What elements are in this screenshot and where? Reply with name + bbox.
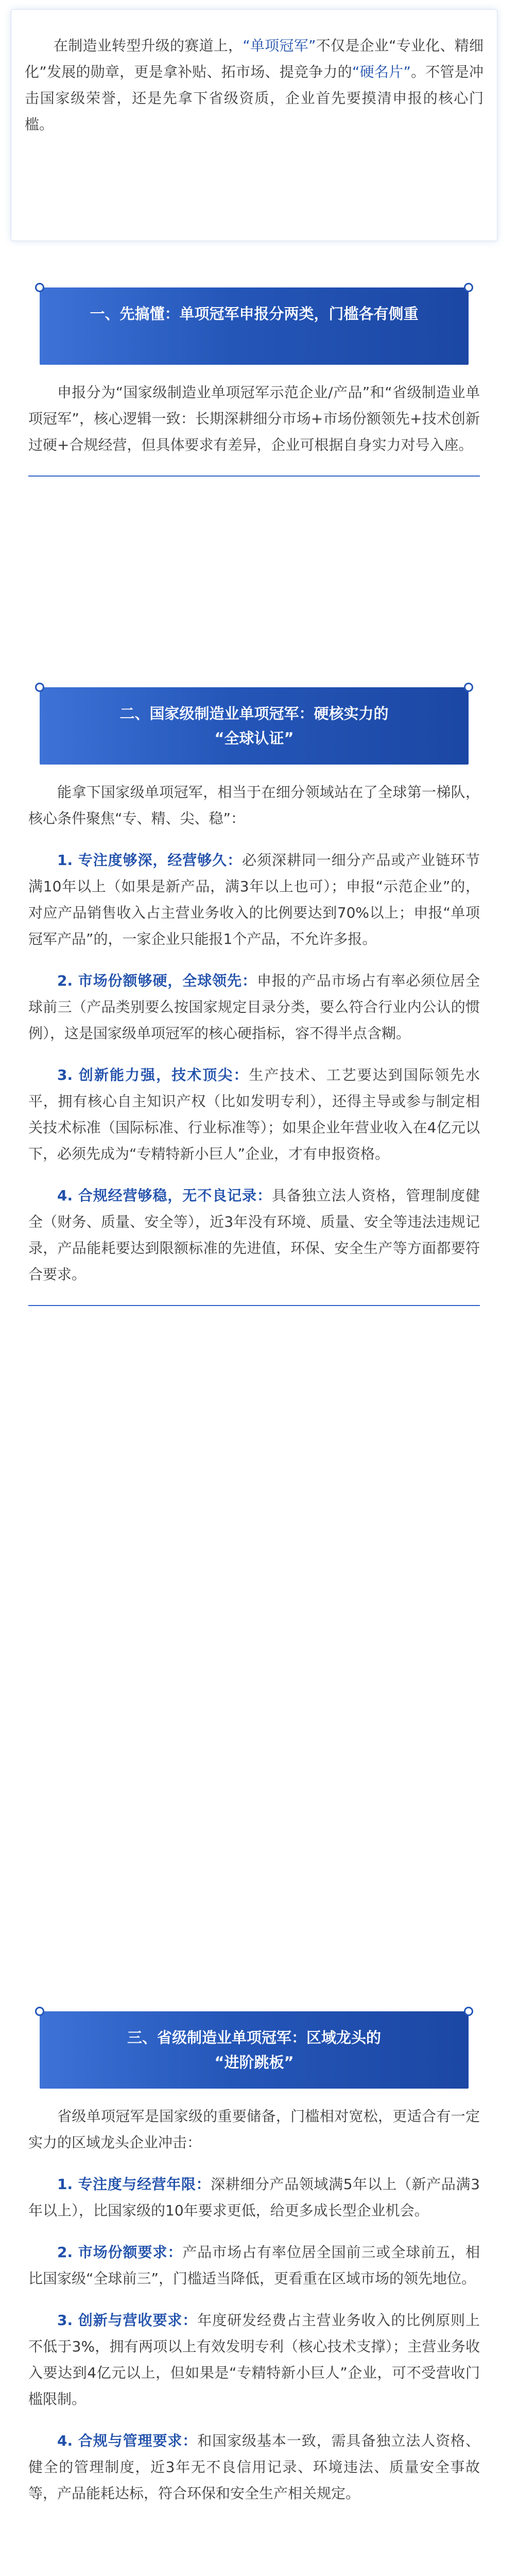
divider (28, 476, 480, 477)
section-3-title-ribbon: “进阶跳板” (214, 2054, 294, 2071)
section-1-title: 一、先搞懂：单项冠军申报分两类，门槛各有侧重 (40, 287, 469, 365)
section-3-title: 三、省级制造业单项冠军：区域龙头的 “进阶跳板” (40, 2011, 469, 2089)
section-3-lead: 省级单项冠军是国家级的重要储备，门槛相对宽松，更适合有一定实力的区域龙头企业冲击： (28, 2108, 480, 2151)
section-2-title: 二、国家级制造业单项冠军：硬核实力的 “全球认证” (40, 687, 469, 765)
section-3 (11, 1989, 497, 2506)
section-3-item-1: 1. 专注度与经营年限：深耕细分产品领域满5年以上（新产品满3年以上），比国家级的10年要求更低，给更多成长型企业机会。 (28, 2176, 480, 2219)
section-2-item-2: 2. 市场份额够硬，全球领先：申报的产品市场占有率必须位居全球前三（产品类别要么按国家规定目录分类，要么符合行业内公认的惯例），这是国家级单项冠军的核心硬指标，容不得半点含糊。 (28, 972, 480, 1042)
section-1 (11, 242, 497, 477)
section-3-item-3: 3. 创新与营收要求：年度研发经费占主营业务收入的比例原则上不低于3%，拥有两项以上有效发明专利（核心技术支撑）；主营业务收入要达到4亿元以上，但如果是“专精特新小巨人”企业，可不受营收门槛限制。 (28, 2312, 480, 2408)
section-2-item-4: 4. 合规经营够稳，无不良记录：具备独立法人资格，管理制度健全（财务、质量、安全等），近3年没有环境、质量、安全等违法违规记录，产品能耗要达到限额标准的先进值，环保、安全生产等方面都要符合要求。 (28, 1187, 480, 1283)
divider (28, 1305, 480, 1306)
section-2-item-3: 3. 创新能力强，技术顶尖：生产技术、工艺要达到国际领先水平，拥有核心自主知识产权（比如发明专利），还得主导或参与制定相关技术标准（国际标准、行业标准等）；如果企业年营业收入在4亿元以下，必须先成为“专精特新小巨人”企业，才有申报资格。 (28, 1066, 480, 1162)
section-3-item-2: 2. 市场份额要求：产品市场占有率位居全国前三或全球前五，相比国家级“全球前三”，门槛适当降低，更看重在区域市场的领先地位。 (28, 2244, 480, 2287)
intro-paragraph: 在制造业转型升级的赛道上，“单项冠军”不仅是企业“专业化、精细化”发展的勋章，更是拿补贴、拓市场、提竞争力的“硬名片”。不管是冲击国家级荣誉，还是先拿下省级资质，企业首先要摸清申报的核心门槛。 (25, 37, 484, 133)
section-3-item-4: 4. 合规与管理要求：和国家级基本一致，需具备独立法人资格、健全的管理制度，近3年无不良信用记录、环境违法、质量安全事故等，产品能耗达标，符合环保和安全生产相关规定。 (28, 2432, 480, 2502)
section-1-paragraph: 申报分为“国家级制造业单项冠军示范企业/产品”和“省级制造业单项冠军”，核心逻辑一致：长期深耕细分市场+市场份额领先+技术创新过硬+合规经营，但具体要求有差异，企业可根据自身实力对号入座。 (28, 384, 480, 453)
section-2-lead: 能拿下国家级单项冠军，相当于在细分领域站在了全球第一梯队，核心条件聚焦“专、精、尖、稳”： (28, 784, 480, 827)
section-2-title-ribbon: “全球认证” (214, 730, 294, 747)
intro-card (11, 9, 497, 241)
section-2-item-1: 1. 专注度够深，经营够久：必须深耕同一细分产品或产业链环节满10年以上（如果是新产品，满3年以上也可）；申报“示范企业”的，对应产品销售收入占主营业务收入的比例要达到70%以上；申报“单项冠军产品”的，一家企业只能报1个产品，不允许多报。 (28, 852, 480, 947)
section-2 (11, 665, 497, 1306)
